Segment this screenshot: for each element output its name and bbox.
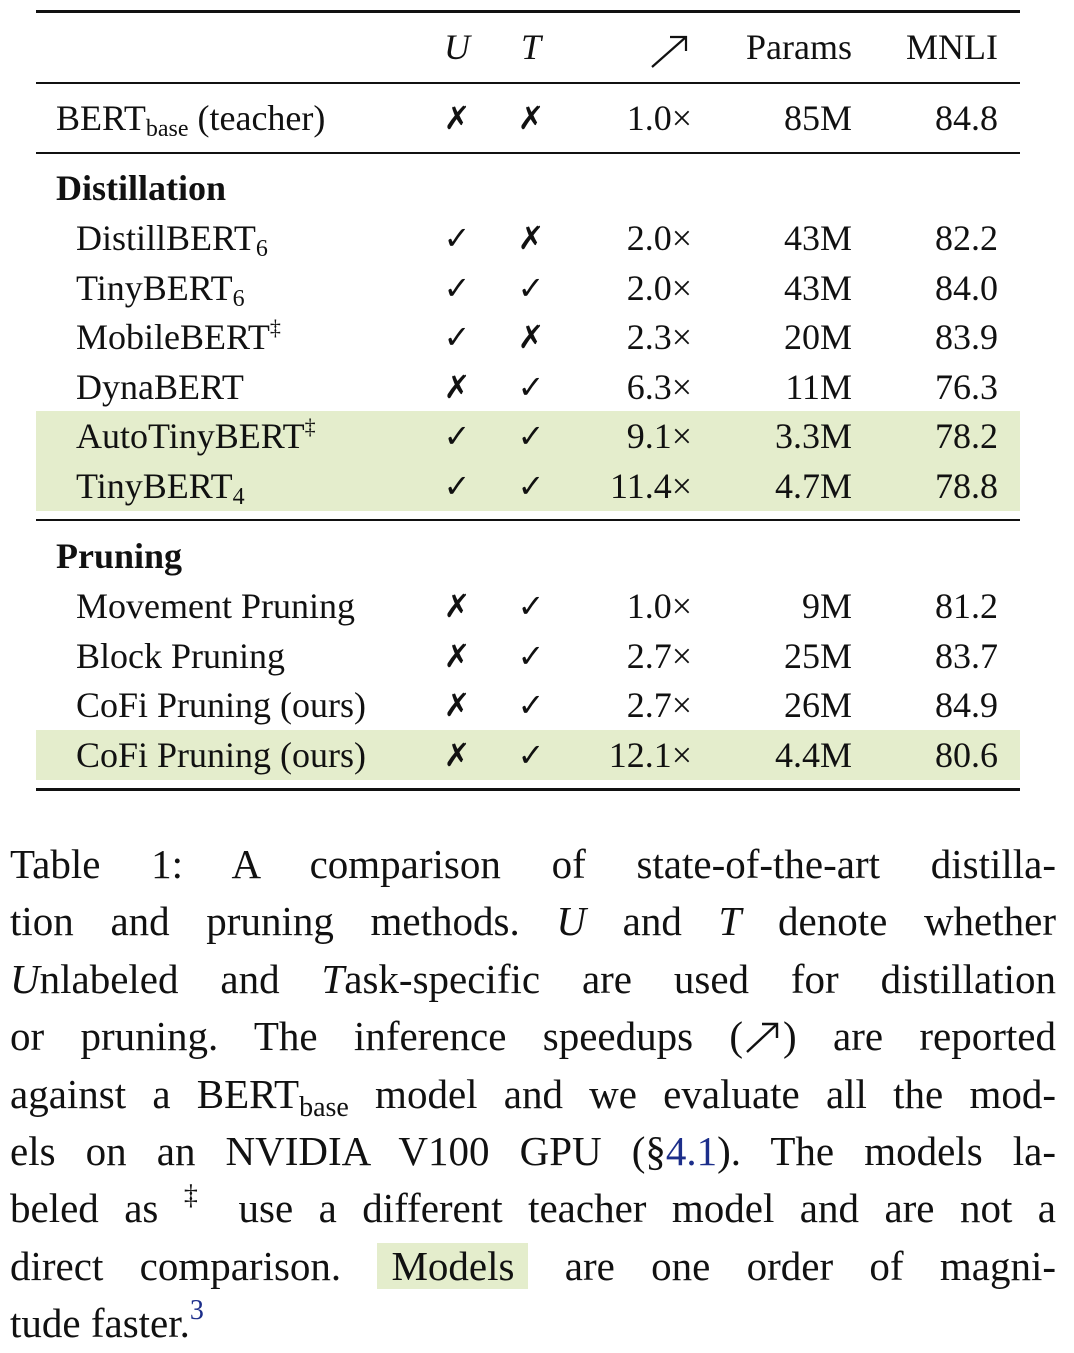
t-mark: ✓ <box>517 466 545 505</box>
footnote-link[interactable]: 3 <box>189 1295 204 1327</box>
highlight-legend: Models <box>377 1243 528 1289</box>
method-name: Movement Pruning <box>76 586 355 626</box>
params-cell: 11M <box>785 366 852 407</box>
t-mark: ✓ <box>517 268 545 307</box>
section-title: Pruning <box>56 536 183 576</box>
speedup-cell: 9.1× <box>626 416 692 456</box>
caption-line: against a $BERT_{base}$ model and we evaluate all the mod- <box>10 1070 1056 1123</box>
section-title: Distillation <box>56 168 227 208</box>
caption-line: beled as ‡ use a different teacher model and are not a <box>10 1180 1056 1232</box>
teacher-name: $BERT_{base}$ (teacher) <box>56 98 326 142</box>
u-mark: ✗ <box>443 587 471 625</box>
params-cell: 20M <box>783 317 852 357</box>
table-row <box>36 581 1020 631</box>
params-cell: 4.7M <box>774 465 852 506</box>
u-mark: ✓ <box>443 219 471 257</box>
speedup-cell: 2.7× <box>626 635 692 676</box>
mnli-cell: 83.9 <box>935 317 998 357</box>
u-mark: ✓ <box>443 268 471 307</box>
params-cell: 9M <box>801 586 852 626</box>
distillation-section-title <box>36 163 1020 213</box>
caption-line: els on an NVIDIA V100 GPU (§4.1). The models la- <box>10 1127 1056 1174</box>
params-cell: 43M <box>783 218 852 258</box>
u-mark: ✗ <box>443 686 471 724</box>
speedup-cell: 11.4× <box>610 465 692 506</box>
caption-line: Table 1: A comparison of state-of-the-art distilla- <box>10 841 1056 887</box>
teacher-rule <box>36 152 1020 154</box>
params-cell: 3.3M <box>774 416 852 456</box>
teacher-t: ✗ <box>517 99 545 137</box>
mnli-cell: 78.2 <box>935 416 998 456</box>
t-mark: ✓ <box>517 367 545 406</box>
caption-line: or pruning. The inference speedups ( ) are reported <box>10 1013 1056 1060</box>
mnli-cell: 84.9 <box>935 685 998 725</box>
section-rule <box>36 519 1020 521</box>
method-name: AutoTinyBERT‡ <box>76 414 316 456</box>
caption-line: Unlabeled and Task-specific are used for distillation <box>10 955 1056 1002</box>
table-header <box>36 22 1020 72</box>
method-name: TinyBERT$_4$ <box>76 465 245 510</box>
header-t: T <box>520 27 542 67</box>
pruning-section-title <box>36 531 1020 581</box>
bottom-rule <box>36 788 1020 791</box>
table-row <box>36 680 1020 730</box>
header-u: U <box>444 27 470 67</box>
caption-line: tion and pruning methods. U and T denote whether <box>10 898 1056 945</box>
table-row <box>36 213 1020 263</box>
t-mark: ✓ <box>517 417 545 455</box>
method-name: CoFi Pruning (ours) <box>76 685 367 725</box>
table-row <box>36 362 1020 412</box>
method-name: TinyBERT$_6$ <box>76 267 245 312</box>
teacher-speedup: 1.0× <box>626 98 692 138</box>
table-row <box>36 411 1020 461</box>
method-name: Block Pruning <box>76 635 286 676</box>
u-mark: ✓ <box>443 466 471 505</box>
t-mark: ✗ <box>517 219 545 257</box>
speedup-cell: 6.3× <box>626 366 692 407</box>
north-east-arrow-icon <box>743 1013 783 1059</box>
teacher-u: ✗ <box>443 99 471 137</box>
header-params: Params <box>746 27 852 67</box>
table-caption <box>10 836 1056 1353</box>
header-mnli: MNLI <box>906 27 998 67</box>
u-mark: ✗ <box>443 735 471 774</box>
mnli-cell: 78.8 <box>935 465 998 506</box>
method-name: DistillBERT$_6$ <box>76 218 268 262</box>
t-mark: ✓ <box>517 735 545 774</box>
t-mark: ✗ <box>517 318 545 356</box>
mnli-cell: 82.2 <box>935 218 998 258</box>
params-cell: 4.4M <box>774 734 852 775</box>
method-name: MobileBERT‡ <box>76 315 281 357</box>
teacher-row <box>36 93 1020 143</box>
speedup-cell: 12.1× <box>608 734 692 775</box>
speedup-cell: 1.0× <box>626 586 692 626</box>
u-mark: ✗ <box>443 367 471 406</box>
teacher-mnli: 84.8 <box>935 98 998 138</box>
header-rule <box>36 82 1020 84</box>
u-mark: ✓ <box>443 417 471 455</box>
t-mark: ✓ <box>517 636 545 675</box>
teacher-params: 85M <box>783 98 852 138</box>
method-name: CoFi Pruning (ours) <box>76 734 367 775</box>
mnli-cell: 80.6 <box>935 734 998 775</box>
speedup-cell: 2.7× <box>626 685 692 725</box>
speedup-cell: 2.0× <box>626 218 692 258</box>
table-row <box>36 312 1020 362</box>
mnli-cell: 81.2 <box>935 586 998 626</box>
params-cell: 25M <box>783 635 852 676</box>
table-row <box>36 263 1020 313</box>
params-cell: 43M <box>783 267 852 308</box>
t-mark: ✓ <box>517 587 545 625</box>
mnli-cell: 76.3 <box>935 366 998 407</box>
table-row <box>36 631 1020 681</box>
north-east-arrow-icon <box>576 22 692 72</box>
speedup-cell: 2.0× <box>626 267 692 308</box>
table-row <box>36 461 1020 511</box>
mnli-cell: 83.7 <box>935 635 998 676</box>
t-mark: ✓ <box>517 686 545 724</box>
params-cell: 26M <box>783 685 852 725</box>
caption-line: tude faster.$^3$ <box>10 1295 204 1347</box>
caption-line: direct comparison. Models are one order of magni- <box>10 1242 1056 1289</box>
table-row <box>36 730 1020 780</box>
speedup-cell: 2.3× <box>626 317 692 357</box>
mnli-cell: 84.0 <box>935 267 998 308</box>
u-mark: ✗ <box>443 636 471 675</box>
top-rule <box>36 10 1020 13</box>
u-mark: ✓ <box>443 318 471 356</box>
section-link[interactable]: 4.1 <box>665 1127 718 1174</box>
method-name: DynaBERT <box>76 366 244 407</box>
